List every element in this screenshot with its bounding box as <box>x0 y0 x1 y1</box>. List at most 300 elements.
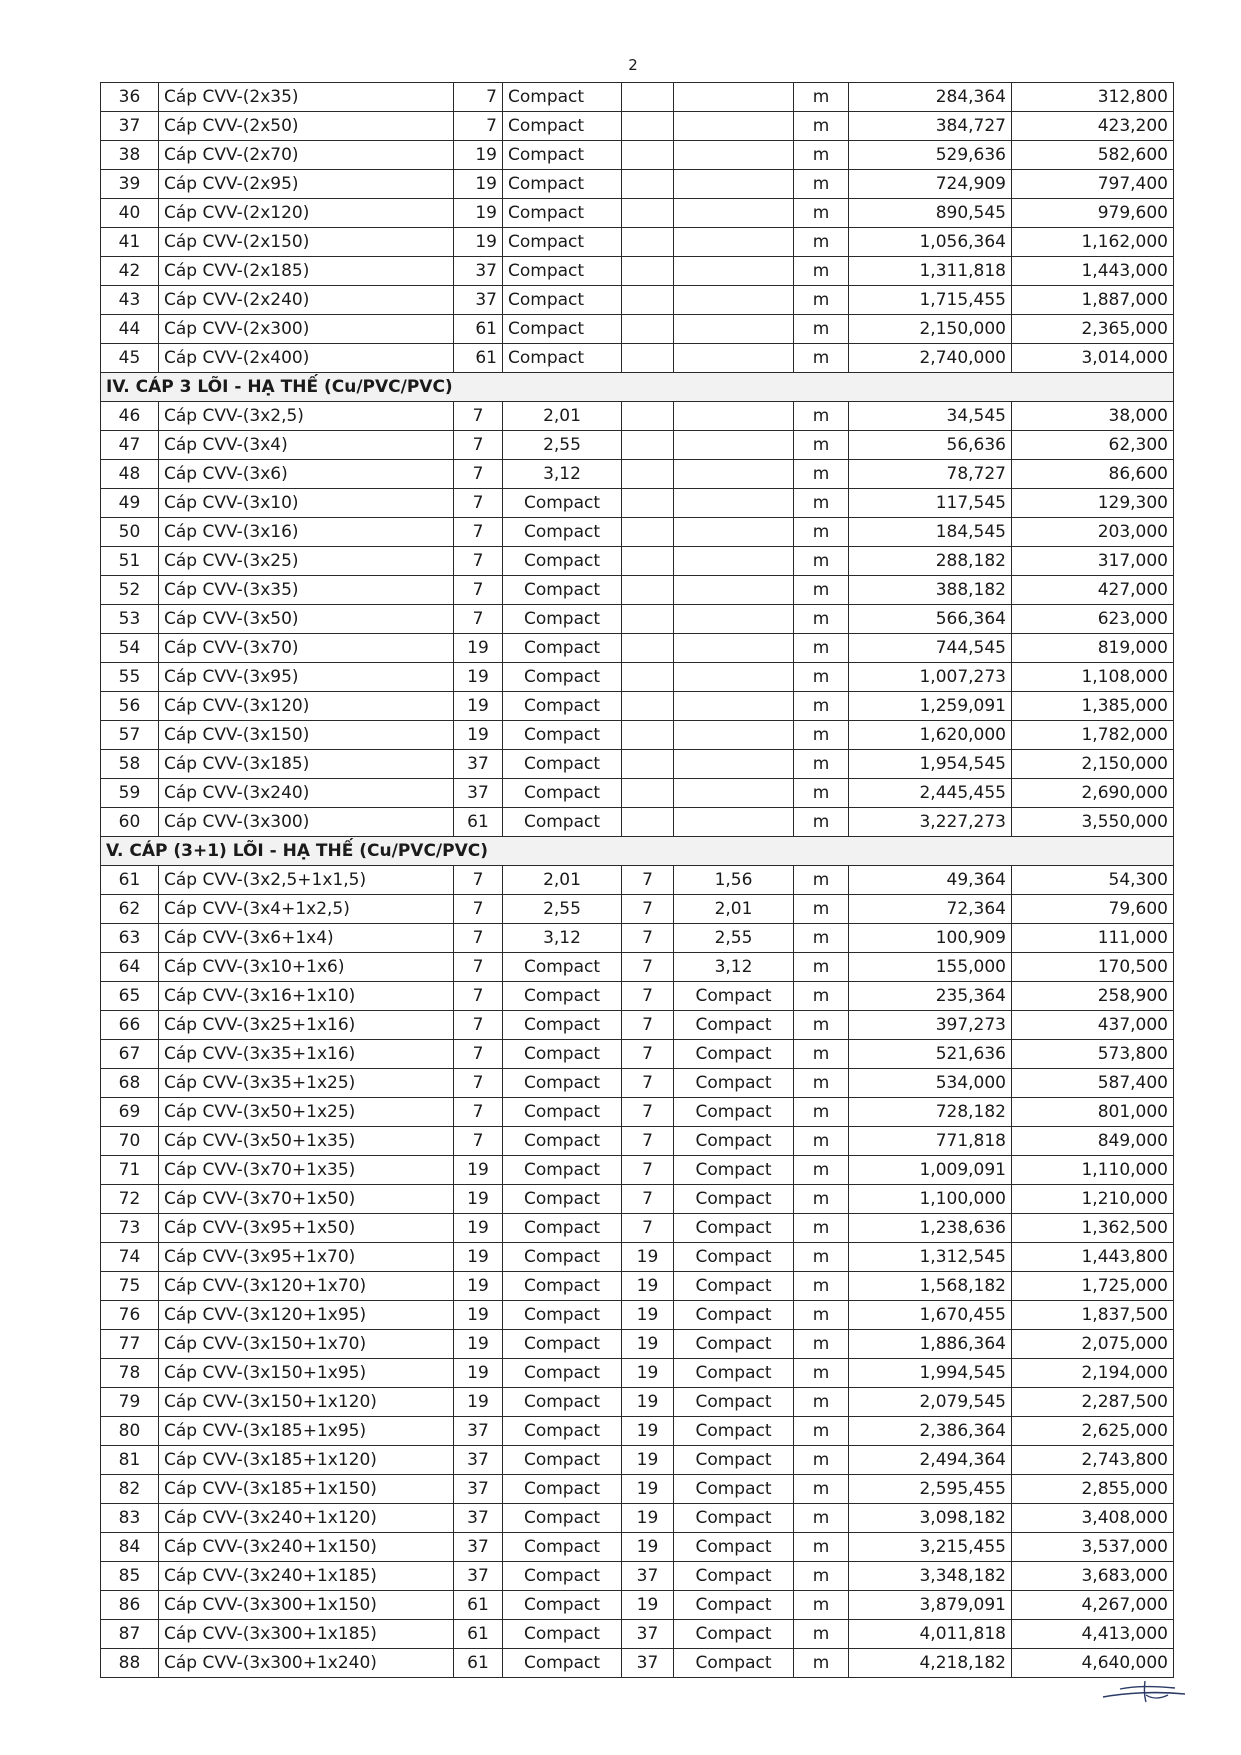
price-after-tax-cell: 129,300 <box>1012 489 1174 518</box>
phase-strand-diameter-cell: Compact <box>503 605 622 634</box>
price-before-tax-cell: 3,098,182 <box>849 1504 1012 1533</box>
unit-cell: m <box>794 112 849 141</box>
neutral-strand-count-cell: 37 <box>622 1620 674 1649</box>
neutral-strand-diameter-cell <box>674 170 794 199</box>
price-before-tax-cell: 1,886,364 <box>849 1330 1012 1359</box>
neutral-strand-count-cell: 19 <box>622 1243 674 1272</box>
price-after-tax-cell: 4,413,000 <box>1012 1620 1174 1649</box>
neutral-strand-diameter-cell: 2,55 <box>674 924 794 953</box>
product-name-cell: Cáp CVV-(3x2,5+1x1,5) <box>159 866 454 895</box>
neutral-strand-count-cell <box>622 112 674 141</box>
neutral-strand-count-cell <box>622 547 674 576</box>
table-row <box>101 895 1174 924</box>
phase-strand-diameter-cell: Compact <box>503 1040 622 1069</box>
neutral-strand-diameter-cell: Compact <box>674 1475 794 1504</box>
neutral-strand-count-cell: 7 <box>622 866 674 895</box>
row-number-cell: 67 <box>101 1040 159 1069</box>
table-row <box>101 1272 1174 1301</box>
table-row <box>101 1649 1174 1678</box>
neutral-strand-diameter-cell: Compact <box>674 1127 794 1156</box>
price-before-tax-cell: 49,364 <box>849 866 1012 895</box>
neutral-strand-diameter-cell <box>674 112 794 141</box>
neutral-strand-diameter-cell <box>674 286 794 315</box>
phase-strand-diameter-cell: 2,01 <box>503 402 622 431</box>
neutral-strand-count-cell <box>622 750 674 779</box>
price-after-tax-cell: 1,837,500 <box>1012 1301 1174 1330</box>
product-name-cell: Cáp CVV-(3x25) <box>159 547 454 576</box>
unit-cell: m <box>794 808 849 837</box>
neutral-strand-diameter-cell: Compact <box>674 1098 794 1127</box>
product-name-cell: Cáp CVV-(3x120+1x95) <box>159 1301 454 1330</box>
product-name-cell: Cáp CVV-(3x4+1x2,5) <box>159 895 454 924</box>
phase-strand-diameter-cell: Compact <box>503 779 622 808</box>
phase-strand-count-cell: 7 <box>454 1098 503 1127</box>
unit-cell: m <box>794 1591 849 1620</box>
phase-strand-count-cell: 19 <box>454 1301 503 1330</box>
neutral-strand-count-cell <box>622 141 674 170</box>
product-name-cell: Cáp CVV-(3x185) <box>159 750 454 779</box>
price-after-tax-cell: 1,385,000 <box>1012 692 1174 721</box>
price-after-tax-cell: 849,000 <box>1012 1127 1174 1156</box>
phase-strand-count-cell: 19 <box>454 1156 503 1185</box>
neutral-strand-count-cell <box>622 576 674 605</box>
phase-strand-count-cell: 37 <box>454 750 503 779</box>
product-name-cell: Cáp CVV-(2x120) <box>159 199 454 228</box>
unit-cell: m <box>794 460 849 489</box>
product-name-cell: Cáp CVV-(3x185+1x150) <box>159 1475 454 1504</box>
price-after-tax-cell: 623,000 <box>1012 605 1174 634</box>
product-name-cell: Cáp CVV-(2x50) <box>159 112 454 141</box>
table-row <box>101 228 1174 257</box>
row-number-cell: 55 <box>101 663 159 692</box>
table-row <box>101 1388 1174 1417</box>
price-after-tax-cell: 258,900 <box>1012 982 1174 1011</box>
price-after-tax-cell: 170,500 <box>1012 953 1174 982</box>
unit-cell: m <box>794 1446 849 1475</box>
product-name-cell: Cáp CVV-(3x150+1x70) <box>159 1330 454 1359</box>
phase-strand-diameter-cell: Compact <box>503 1011 622 1040</box>
phase-strand-count-cell: 7 <box>454 112 503 141</box>
phase-strand-diameter-cell: Compact <box>503 982 622 1011</box>
row-number-cell: 82 <box>101 1475 159 1504</box>
neutral-strand-count-cell: 19 <box>622 1533 674 1562</box>
price-before-tax-cell: 1,238,636 <box>849 1214 1012 1243</box>
phase-strand-diameter-cell: Compact <box>503 1562 622 1591</box>
neutral-strand-diameter-cell: Compact <box>674 1620 794 1649</box>
product-name-cell: Cáp CVV-(2x70) <box>159 141 454 170</box>
neutral-strand-count-cell: 37 <box>622 1649 674 1678</box>
neutral-strand-count-cell <box>622 286 674 315</box>
neutral-strand-diameter-cell <box>674 141 794 170</box>
phase-strand-diameter-cell: Compact <box>503 1446 622 1475</box>
price-after-tax-cell: 2,743,800 <box>1012 1446 1174 1475</box>
product-name-cell: Cáp CVV-(3x70+1x35) <box>159 1156 454 1185</box>
price-before-tax-cell: 2,740,000 <box>849 344 1012 373</box>
row-number-cell: 79 <box>101 1388 159 1417</box>
product-name-cell: Cáp CVV-(3x150+1x95) <box>159 1359 454 1388</box>
price-after-tax-cell: 2,365,000 <box>1012 315 1174 344</box>
neutral-strand-diameter-cell <box>674 489 794 518</box>
phase-strand-count-cell: 61 <box>454 1649 503 1678</box>
phase-strand-diameter-cell: Compact <box>503 692 622 721</box>
table-row <box>101 199 1174 228</box>
phase-strand-diameter-cell: Compact <box>503 1417 622 1446</box>
price-before-tax-cell: 1,009,091 <box>849 1156 1012 1185</box>
price-after-tax-cell: 1,443,800 <box>1012 1243 1174 1272</box>
neutral-strand-count-cell: 19 <box>622 1330 674 1359</box>
product-name-cell: Cáp CVV-(3x240) <box>159 779 454 808</box>
phase-strand-diameter-cell: Compact <box>503 808 622 837</box>
phase-strand-diameter-cell: Compact <box>503 1620 622 1649</box>
neutral-strand-count-cell: 7 <box>622 1127 674 1156</box>
product-name-cell: Cáp CVV-(3x120+1x70) <box>159 1272 454 1301</box>
price-before-tax-cell: 235,364 <box>849 982 1012 1011</box>
table-row <box>101 1475 1174 1504</box>
unit-cell: m <box>794 1533 849 1562</box>
price-after-tax-cell: 111,000 <box>1012 924 1174 953</box>
unit-cell: m <box>794 779 849 808</box>
neutral-strand-diameter-cell: Compact <box>674 1243 794 1272</box>
product-name-cell: Cáp CVV-(2x95) <box>159 170 454 199</box>
row-number-cell: 63 <box>101 924 159 953</box>
product-name-cell: Cáp CVV-(3x300+1x150) <box>159 1591 454 1620</box>
price-before-tax-cell: 3,348,182 <box>849 1562 1012 1591</box>
price-before-tax-cell: 534,000 <box>849 1069 1012 1098</box>
phase-strand-diameter-cell: Compact <box>503 112 622 141</box>
product-name-cell: Cáp CVV-(3x50) <box>159 605 454 634</box>
row-number-cell: 86 <box>101 1591 159 1620</box>
row-number-cell: 41 <box>101 228 159 257</box>
table-row <box>101 170 1174 199</box>
phase-strand-diameter-cell: Compact <box>503 1243 622 1272</box>
price-after-tax-cell: 1,782,000 <box>1012 721 1174 750</box>
price-before-tax-cell: 1,994,545 <box>849 1359 1012 1388</box>
row-number-cell: 40 <box>101 199 159 228</box>
phase-strand-count-cell: 19 <box>454 1272 503 1301</box>
neutral-strand-diameter-cell: Compact <box>674 1359 794 1388</box>
unit-cell: m <box>794 1475 849 1504</box>
price-before-tax-cell: 100,909 <box>849 924 1012 953</box>
neutral-strand-count-cell <box>622 315 674 344</box>
row-number-cell: 64 <box>101 953 159 982</box>
table-row <box>101 141 1174 170</box>
unit-cell: m <box>794 1649 849 1678</box>
neutral-strand-diameter-cell <box>674 750 794 779</box>
neutral-strand-count-cell: 19 <box>622 1417 674 1446</box>
price-after-tax-cell: 1,443,000 <box>1012 257 1174 286</box>
neutral-strand-diameter-cell: Compact <box>674 1388 794 1417</box>
phase-strand-count-cell: 37 <box>454 286 503 315</box>
price-before-tax-cell: 2,150,000 <box>849 315 1012 344</box>
phase-strand-count-cell: 19 <box>454 1388 503 1417</box>
price-before-tax-cell: 2,386,364 <box>849 1417 1012 1446</box>
product-name-cell: Cáp CVV-(3x16) <box>159 518 454 547</box>
product-name-cell: Cáp CVV-(2x300) <box>159 315 454 344</box>
neutral-strand-count-cell <box>622 199 674 228</box>
product-name-cell: Cáp CVV-(3x35+1x25) <box>159 1069 454 1098</box>
row-number-cell: 74 <box>101 1243 159 1272</box>
price-after-tax-cell: 317,000 <box>1012 547 1174 576</box>
price-before-tax-cell: 3,227,273 <box>849 808 1012 837</box>
price-before-tax-cell: 384,727 <box>849 112 1012 141</box>
price-after-tax-cell: 4,267,000 <box>1012 1591 1174 1620</box>
neutral-strand-diameter-cell <box>674 228 794 257</box>
neutral-strand-diameter-cell: Compact <box>674 1069 794 1098</box>
neutral-strand-count-cell: 7 <box>622 1040 674 1069</box>
price-before-tax-cell: 771,818 <box>849 1127 1012 1156</box>
price-after-tax-cell: 1,362,500 <box>1012 1214 1174 1243</box>
row-number-cell: 83 <box>101 1504 159 1533</box>
price-after-tax-cell: 797,400 <box>1012 170 1174 199</box>
table-row <box>101 286 1174 315</box>
price-before-tax-cell: 34,545 <box>849 402 1012 431</box>
neutral-strand-diameter-cell <box>674 431 794 460</box>
phase-strand-diameter-cell: Compact <box>503 489 622 518</box>
phase-strand-diameter-cell: Compact <box>503 1272 622 1301</box>
price-after-tax-cell: 79,600 <box>1012 895 1174 924</box>
product-name-cell: Cáp CVV-(3x50+1x25) <box>159 1098 454 1127</box>
table-row <box>101 489 1174 518</box>
neutral-strand-diameter-cell: Compact <box>674 1272 794 1301</box>
phase-strand-count-cell: 7 <box>454 547 503 576</box>
price-after-tax-cell: 312,800 <box>1012 83 1174 112</box>
neutral-strand-diameter-cell: Compact <box>674 1446 794 1475</box>
table-row <box>101 315 1174 344</box>
neutral-strand-count-cell: 7 <box>622 1185 674 1214</box>
table-row <box>101 1098 1174 1127</box>
row-number-cell: 37 <box>101 112 159 141</box>
unit-cell: m <box>794 634 849 663</box>
unit-cell: m <box>794 228 849 257</box>
section-header-row <box>101 837 1174 866</box>
phase-strand-count-cell: 7 <box>454 460 503 489</box>
phase-strand-diameter-cell: Compact <box>503 315 622 344</box>
phase-strand-diameter-cell: Compact <box>503 1591 622 1620</box>
table-row <box>101 460 1174 489</box>
price-after-tax-cell: 979,600 <box>1012 199 1174 228</box>
price-after-tax-cell: 1,108,000 <box>1012 663 1174 692</box>
price-before-tax-cell: 1,568,182 <box>849 1272 1012 1301</box>
neutral-strand-diameter-cell <box>674 808 794 837</box>
phase-strand-count-cell: 19 <box>454 721 503 750</box>
row-number-cell: 52 <box>101 576 159 605</box>
neutral-strand-count-cell: 19 <box>622 1475 674 1504</box>
price-before-tax-cell: 728,182 <box>849 1098 1012 1127</box>
neutral-strand-count-cell <box>622 663 674 692</box>
neutral-strand-diameter-cell <box>674 576 794 605</box>
neutral-strand-count-cell: 7 <box>622 1011 674 1040</box>
price-after-tax-cell: 2,194,000 <box>1012 1359 1174 1388</box>
table-row <box>101 1504 1174 1533</box>
price-after-tax-cell: 819,000 <box>1012 634 1174 663</box>
phase-strand-count-cell: 19 <box>454 141 503 170</box>
phase-strand-diameter-cell: Compact <box>503 547 622 576</box>
phase-strand-count-cell: 37 <box>454 1504 503 1533</box>
unit-cell: m <box>794 895 849 924</box>
table-row <box>101 605 1174 634</box>
table-row <box>101 1011 1174 1040</box>
table-row <box>101 866 1174 895</box>
product-name-cell: Cáp CVV-(3x35+1x16) <box>159 1040 454 1069</box>
product-name-cell: Cáp CVV-(3x2,5) <box>159 402 454 431</box>
phase-strand-diameter-cell: Compact <box>503 1388 622 1417</box>
price-after-tax-cell: 573,800 <box>1012 1040 1174 1069</box>
price-after-tax-cell: 427,000 <box>1012 576 1174 605</box>
row-number-cell: 58 <box>101 750 159 779</box>
product-name-cell: Cáp CVV-(2x400) <box>159 344 454 373</box>
table-row <box>101 344 1174 373</box>
price-after-tax-cell: 3,408,000 <box>1012 1504 1174 1533</box>
neutral-strand-count-cell <box>622 431 674 460</box>
product-name-cell: Cáp CVV-(2x240) <box>159 286 454 315</box>
price-before-tax-cell: 3,215,455 <box>849 1533 1012 1562</box>
phase-strand-count-cell: 37 <box>454 779 503 808</box>
unit-cell: m <box>794 1214 849 1243</box>
neutral-strand-diameter-cell: Compact <box>674 1562 794 1591</box>
row-number-cell: 71 <box>101 1156 159 1185</box>
price-before-tax-cell: 1,715,455 <box>849 286 1012 315</box>
phase-strand-count-cell: 19 <box>454 634 503 663</box>
price-before-tax-cell: 1,620,000 <box>849 721 1012 750</box>
unit-cell: m <box>794 1562 849 1591</box>
neutral-strand-count-cell <box>622 808 674 837</box>
neutral-strand-diameter-cell <box>674 344 794 373</box>
phase-strand-count-cell: 19 <box>454 1214 503 1243</box>
product-name-cell: Cáp CVV-(2x150) <box>159 228 454 257</box>
price-after-tax-cell: 54,300 <box>1012 866 1174 895</box>
table-row <box>101 1185 1174 1214</box>
product-name-cell: Cáp CVV-(3x150) <box>159 721 454 750</box>
phase-strand-count-cell: 61 <box>454 315 503 344</box>
price-after-tax-cell: 2,690,000 <box>1012 779 1174 808</box>
table-row <box>101 808 1174 837</box>
row-number-cell: 47 <box>101 431 159 460</box>
unit-cell: m <box>794 141 849 170</box>
table-row <box>101 1040 1174 1069</box>
phase-strand-count-cell: 7 <box>454 924 503 953</box>
price-before-tax-cell: 388,182 <box>849 576 1012 605</box>
phase-strand-count-cell: 7 <box>454 402 503 431</box>
product-name-cell: Cáp CVV-(2x185) <box>159 257 454 286</box>
table-row <box>101 1243 1174 1272</box>
price-after-tax-cell: 1,210,000 <box>1012 1185 1174 1214</box>
phase-strand-diameter-cell: Compact <box>503 1301 622 1330</box>
neutral-strand-diameter-cell <box>674 518 794 547</box>
table-row <box>101 112 1174 141</box>
product-name-cell: Cáp CVV-(3x95+1x70) <box>159 1243 454 1272</box>
table-row <box>101 1562 1174 1591</box>
product-name-cell: Cáp CVV-(3x185+1x120) <box>159 1446 454 1475</box>
phase-strand-diameter-cell: Compact <box>503 518 622 547</box>
row-number-cell: 51 <box>101 547 159 576</box>
unit-cell: m <box>794 750 849 779</box>
unit-cell: m <box>794 257 849 286</box>
phase-strand-diameter-cell: Compact <box>503 257 622 286</box>
product-name-cell: Cáp CVV-(3x4) <box>159 431 454 460</box>
phase-strand-diameter-cell: Compact <box>503 1069 622 1098</box>
price-before-tax-cell: 1,312,545 <box>849 1243 1012 1272</box>
neutral-strand-count-cell <box>622 518 674 547</box>
neutral-strand-count-cell: 19 <box>622 1504 674 1533</box>
price-after-tax-cell: 2,625,000 <box>1012 1417 1174 1446</box>
price-after-tax-cell: 587,400 <box>1012 1069 1174 1098</box>
unit-cell: m <box>794 1243 849 1272</box>
phase-strand-diameter-cell: Compact <box>503 576 622 605</box>
neutral-strand-count-cell <box>622 170 674 199</box>
neutral-strand-count-cell: 7 <box>622 1156 674 1185</box>
phase-strand-diameter-cell: Compact <box>503 286 622 315</box>
neutral-strand-diameter-cell <box>674 315 794 344</box>
phase-strand-diameter-cell: 3,12 <box>503 924 622 953</box>
phase-strand-diameter-cell: Compact <box>503 344 622 373</box>
price-after-tax-cell: 2,150,000 <box>1012 750 1174 779</box>
unit-cell: m <box>794 576 849 605</box>
product-name-cell: Cáp CVV-(3x240+1x120) <box>159 1504 454 1533</box>
phase-strand-diameter-cell: Compact <box>503 1533 622 1562</box>
price-before-tax-cell: 397,273 <box>849 1011 1012 1040</box>
neutral-strand-diameter-cell: Compact <box>674 1214 794 1243</box>
neutral-strand-count-cell: 19 <box>622 1591 674 1620</box>
phase-strand-diameter-cell: Compact <box>503 1098 622 1127</box>
neutral-strand-count-cell <box>622 634 674 663</box>
neutral-strand-count-cell <box>622 721 674 750</box>
neutral-strand-diameter-cell <box>674 605 794 634</box>
phase-strand-count-cell: 37 <box>454 1417 503 1446</box>
table-row <box>101 1533 1174 1562</box>
unit-cell: m <box>794 953 849 982</box>
neutral-strand-diameter-cell: Compact <box>674 1504 794 1533</box>
neutral-strand-diameter-cell <box>674 547 794 576</box>
phase-strand-diameter-cell: Compact <box>503 228 622 257</box>
price-before-tax-cell: 288,182 <box>849 547 1012 576</box>
table-row <box>101 924 1174 953</box>
neutral-strand-count-cell <box>622 779 674 808</box>
row-number-cell: 77 <box>101 1330 159 1359</box>
unit-cell: m <box>794 315 849 344</box>
neutral-strand-diameter-cell <box>674 199 794 228</box>
product-name-cell: Cáp CVV-(3x35) <box>159 576 454 605</box>
unit-cell: m <box>794 1272 849 1301</box>
neutral-strand-diameter-cell: Compact <box>674 1649 794 1678</box>
neutral-strand-count-cell: 7 <box>622 895 674 924</box>
row-number-cell: 59 <box>101 779 159 808</box>
neutral-strand-count-cell <box>622 692 674 721</box>
signature-mark <box>1100 1675 1190 1705</box>
price-after-tax-cell: 1,110,000 <box>1012 1156 1174 1185</box>
neutral-strand-count-cell <box>622 228 674 257</box>
neutral-strand-count-cell <box>622 605 674 634</box>
table-row <box>101 1591 1174 1620</box>
price-after-tax-cell: 1,162,000 <box>1012 228 1174 257</box>
table-row <box>101 634 1174 663</box>
phase-strand-diameter-cell: Compact <box>503 1649 622 1678</box>
phase-strand-diameter-cell: Compact <box>503 1127 622 1156</box>
phase-strand-diameter-cell: Compact <box>503 170 622 199</box>
unit-cell: m <box>794 721 849 750</box>
product-name-cell: Cáp CVV-(3x6+1x4) <box>159 924 454 953</box>
row-number-cell: 78 <box>101 1359 159 1388</box>
neutral-strand-count-cell: 19 <box>622 1359 674 1388</box>
phase-strand-count-cell: 37 <box>454 1562 503 1591</box>
price-before-tax-cell: 1,056,364 <box>849 228 1012 257</box>
neutral-strand-count-cell <box>622 83 674 112</box>
price-before-tax-cell: 4,011,818 <box>849 1620 1012 1649</box>
row-number-cell: 87 <box>101 1620 159 1649</box>
phase-strand-diameter-cell: 2,55 <box>503 895 622 924</box>
table-row <box>101 518 1174 547</box>
phase-strand-diameter-cell: Compact <box>503 1185 622 1214</box>
neutral-strand-diameter-cell: Compact <box>674 1011 794 1040</box>
